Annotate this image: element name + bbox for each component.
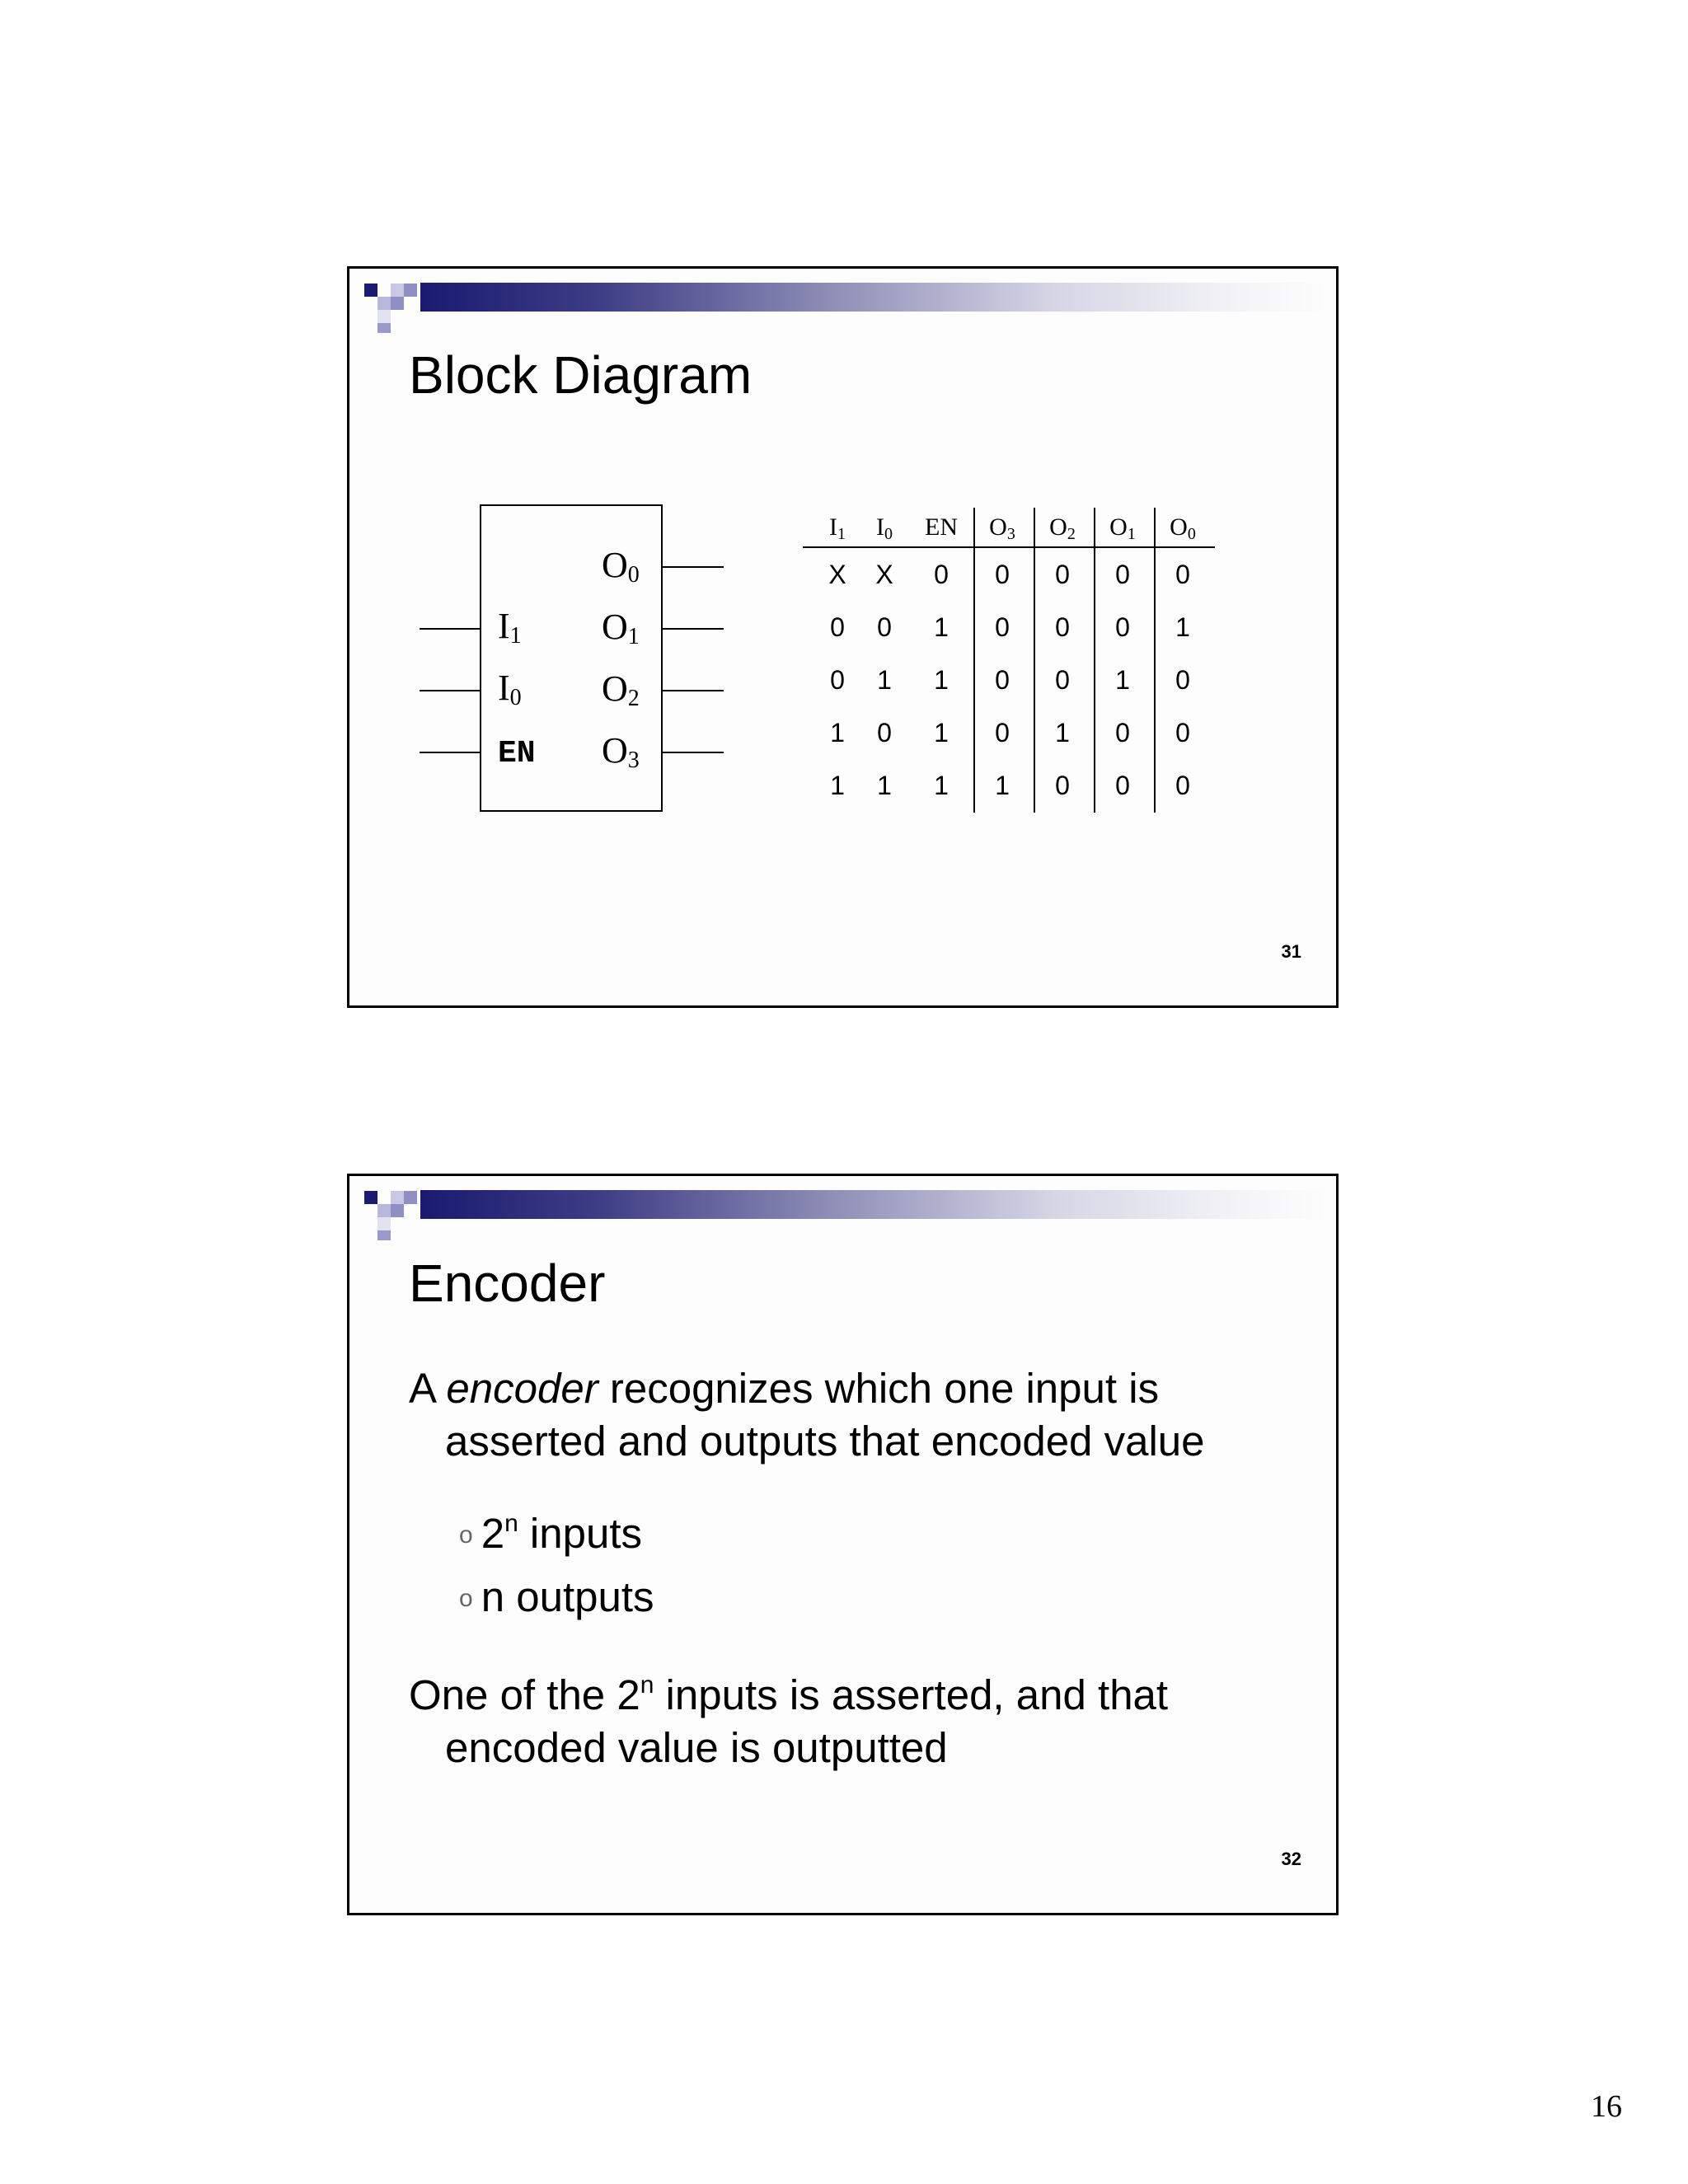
truth-table-cell: 1 <box>934 612 949 642</box>
truth-table-header: $I_0$ <box>876 513 893 543</box>
encoder-summary: One of the 2$^n$ inputs is asserted, and that encoded value is outputted <box>409 1669 1282 1774</box>
bullet-marker: o <box>459 1521 473 1549</box>
truth-table-divider <box>1094 508 1095 813</box>
encoder-definition <box>409 1362 1282 1468</box>
truth-table-cell: 1 <box>1055 718 1070 748</box>
truth-table-cell: 0 <box>995 718 1010 748</box>
truth-table-cell: X <box>875 560 893 589</box>
slide-title: Encoder <box>409 1254 606 1313</box>
truth-table-cell: 0 <box>995 665 1010 695</box>
truth-table-cell: 0 <box>1175 771 1190 800</box>
bullet-outputs: o n outputs <box>459 1573 654 1620</box>
truth-table-header: $O_2$ <box>1049 513 1076 543</box>
output-label-o2: $O_2$ <box>602 668 640 711</box>
truth-table-cell: 1 <box>1115 665 1130 695</box>
truth-table-cell: 0 <box>1055 665 1070 695</box>
deco-square <box>404 1191 417 1204</box>
truth-table-cell: 0 <box>995 612 1010 642</box>
truth-table-cell: 0 <box>1055 612 1070 642</box>
truth-table-cell: 0 <box>1055 560 1070 589</box>
deco-square <box>377 1230 391 1240</box>
slide-header-decoration <box>349 1176 1336 1242</box>
truth-table-cell: 1 <box>995 771 1010 800</box>
deco-square <box>364 1191 377 1204</box>
truth-table-cell: 0 <box>1175 665 1190 695</box>
truth-table-cell: 0 <box>934 560 949 589</box>
truth-table-header-rule <box>803 546 1215 548</box>
definition-lead: A <box>409 1365 447 1412</box>
truth-table-cell: 1 <box>934 665 949 695</box>
truth-table-cell: 1 <box>934 771 949 800</box>
definition-line-2: asserted and outputs that encoded value <box>445 1418 1205 1465</box>
summary-line-2: encoded value is outputted <box>445 1724 948 1771</box>
truth-table-cell: 1 <box>1175 612 1190 642</box>
input-label-i0: $I_0$ <box>498 668 522 710</box>
truth-table-cell: 1 <box>830 771 845 800</box>
slide-block-diagram <box>347 266 1339 1008</box>
definition-term: encoder <box>446 1365 598 1412</box>
truth-table <box>349 269 1336 1010</box>
deco-square <box>391 1191 404 1204</box>
truth-table-cell: 0 <box>1115 771 1130 800</box>
truth-table-cell: 0 <box>877 612 892 642</box>
truth-table-cell: 0 <box>830 665 845 695</box>
truth-table-cell: 0 <box>1115 560 1130 589</box>
truth-table-cell: 1 <box>934 718 949 748</box>
deco-square <box>391 1204 404 1217</box>
output-label-o1: $O_1$ <box>602 607 640 649</box>
truth-table-cell: 0 <box>995 560 1010 589</box>
slide-number: 32 <box>1281 1849 1301 1869</box>
truth-table-cell: 0 <box>1115 612 1130 642</box>
page-number: 16 <box>1591 2089 1622 2124</box>
truth-table-cell: 0 <box>877 718 892 748</box>
input-label-i1: $I_1$ <box>498 606 522 649</box>
deco-square <box>377 1217 391 1230</box>
truth-table-header: $I_1$ <box>829 513 846 543</box>
truth-table-divider <box>1154 508 1156 813</box>
truth-table-cell: 1 <box>877 665 892 695</box>
truth-table-cell: 0 <box>1055 771 1070 800</box>
truth-table-divider <box>1034 508 1035 813</box>
definition-rest: recognizes which one input is <box>598 1365 1160 1412</box>
output-label-o3: $O_3$ <box>602 730 640 773</box>
truth-table-cell: 0 <box>1175 560 1190 589</box>
gradient-band <box>420 1190 1327 1219</box>
truth-table-header: $O_0$ <box>1170 513 1196 543</box>
slide-title: Block Diagram <box>409 345 753 405</box>
slide-encoder <box>347 1174 1339 1915</box>
bullet-marker: o <box>459 1585 473 1612</box>
bullet-inputs: o 2$^n$ inputs <box>459 1510 643 1557</box>
truth-table-cell: 0 <box>1115 718 1130 748</box>
truth-table-cell: X <box>828 560 846 589</box>
truth-table-header: EN <box>925 513 958 541</box>
input-label-en: EN <box>498 736 536 771</box>
output-label-o0: $O_0$ <box>602 545 640 588</box>
deco-square <box>377 1204 391 1217</box>
truth-table-cell: 0 <box>1175 718 1190 748</box>
truth-table-header: $O_1$ <box>1109 513 1136 543</box>
truth-table-header: $O_3$ <box>989 513 1015 543</box>
slide-number: 31 <box>1281 941 1301 962</box>
truth-table-cell: 1 <box>877 771 892 800</box>
truth-table-cell: 0 <box>830 612 845 642</box>
truth-table-cell: 1 <box>830 718 845 748</box>
truth-table-divider <box>973 508 975 813</box>
